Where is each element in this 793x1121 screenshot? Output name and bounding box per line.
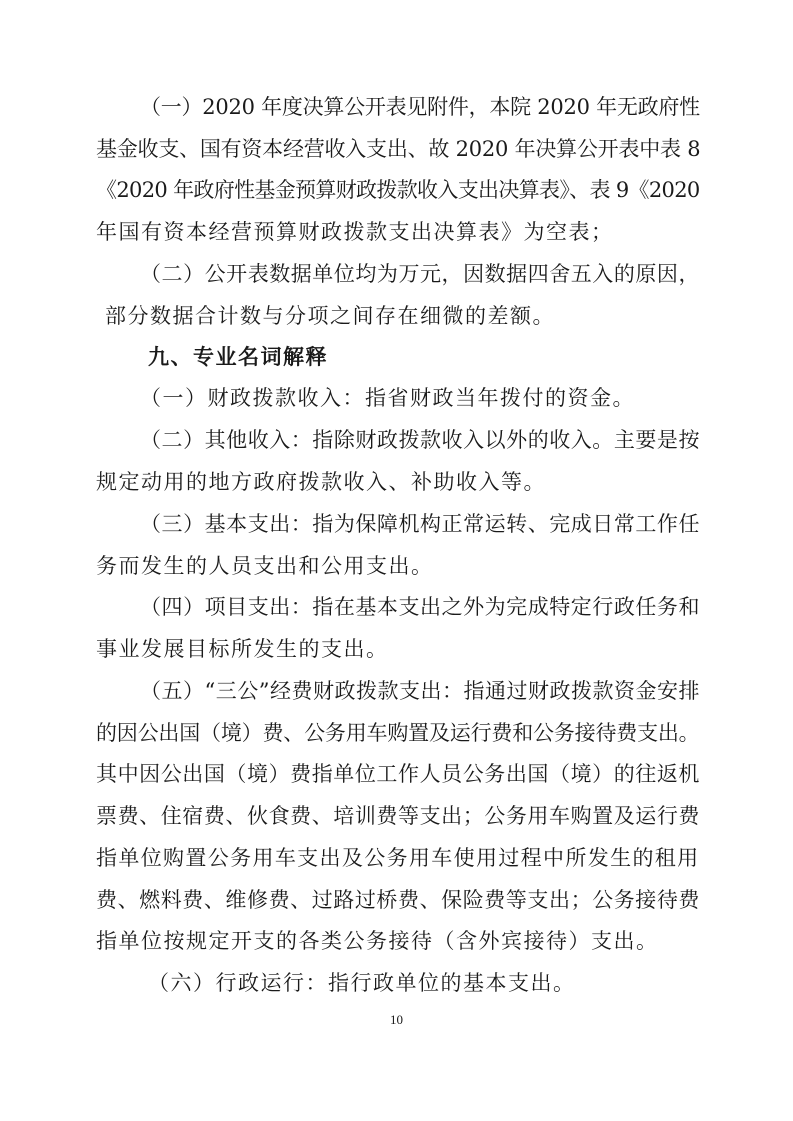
paragraph-line: 其中因公出国（境）费指单位工作人员公务出国（境）的往返机: [96, 762, 700, 786]
section-heading: 九、专业名词解释: [148, 344, 328, 369]
page-number: 10: [390, 1012, 403, 1027]
paragraph-line: 基金收支、国有资本经营收入支出、故 2020 年决算公开表中表 8: [96, 137, 701, 161]
paragraph-line: 指单位按规定开支的各类公务接待（含外宾接待）支出。: [96, 929, 659, 953]
paragraph-line: 规定动用的地方政府拨款收入、补助收入等。: [96, 470, 546, 494]
paragraph-line: 《2020 年政府性基金预算财政拨款收入支出决算表》、表 9《2020: [96, 178, 700, 202]
paragraph-line: 费、燃料费、维修费、过路过桥费、保险费等支出；公务接待费: [96, 888, 700, 912]
paragraph-line: 部分数据合计数与分项之间存在细微的差额。: [105, 304, 555, 328]
paragraph-line: （六）行政运行：指行政单位的基本支出。: [148, 971, 576, 995]
paragraph-line: （二）其他收入：指除财政拨款收入以外的收入。主要是按: [140, 428, 700, 452]
paragraph-line: （二）公开表数据单位均为万元，因数据四舍五入的原因，: [140, 262, 700, 286]
paragraph-line: 票费、住宿费、伙食费、培训费等支出；公务用车购置及运行费: [96, 804, 700, 828]
paragraph-line: 务而发生的人员支出和公用支出。: [96, 554, 434, 578]
paragraph-line: （一）2020 年度决算公开表见附件，本院 2020 年无政府性: [140, 95, 700, 119]
paragraph-line: （五）“三公”经费财政拨款支出：指通过财政拨款资金安排: [140, 679, 700, 703]
paragraph-line: （四）项目支出：指在基本支出之外为完成特定行政任务和: [140, 595, 700, 619]
paragraph-line: （三）基本支出：指为保障机构正常运转、完成日常工作任: [140, 512, 700, 536]
paragraph-line: （一）财政拨款收入：指省财政当年拨付的资金。: [140, 386, 635, 410]
paragraph-line: 的因公出国（境）费、公务用车购置及运行费和公务接待费支出。: [96, 721, 700, 745]
paragraph-line: 指单位购置公务用车支出及公务用车使用过程中所发生的租用: [96, 846, 700, 870]
paragraph-line: 事业发展目标所发生的支出。: [96, 637, 389, 661]
paragraph-line: 年国有资本经营预算财政拨款支出决算表》为空表；: [96, 220, 614, 244]
